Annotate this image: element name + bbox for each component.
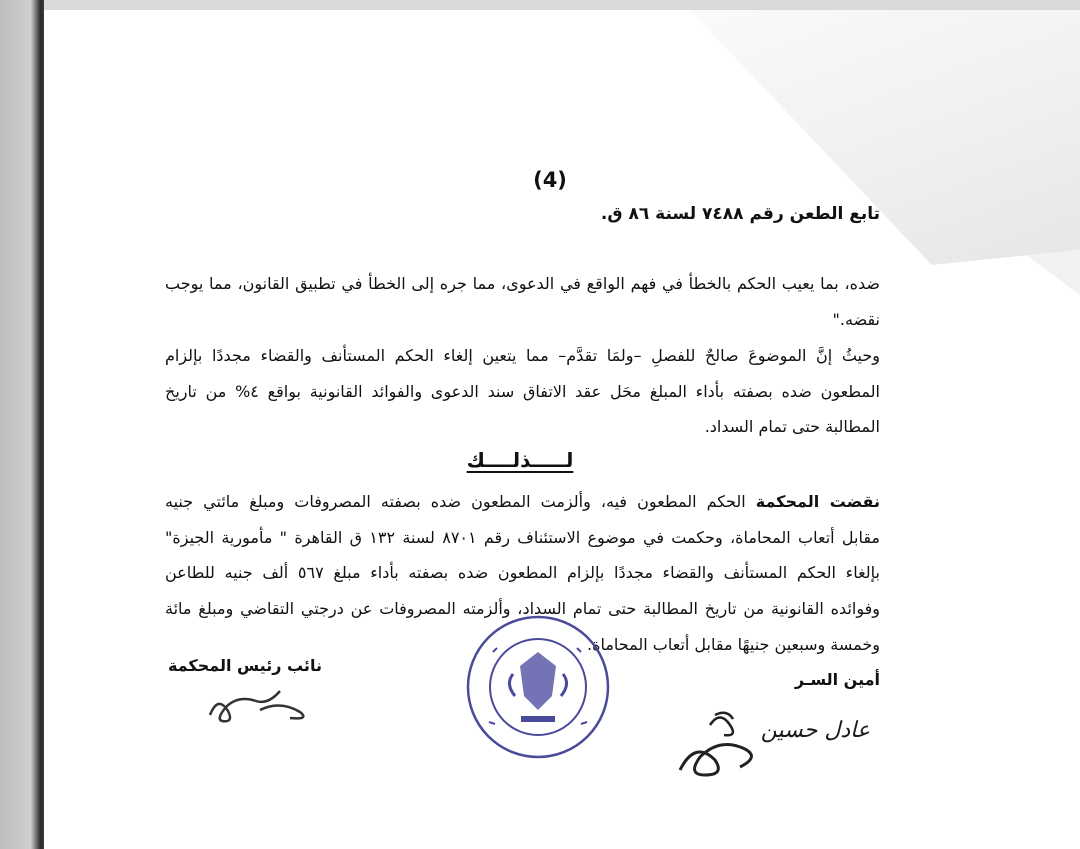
page-number: (4) <box>533 168 567 192</box>
ruling-line-5: وخمسة وسبعين جنيهًا مقابل أتعاب المحاماة. <box>587 635 880 654</box>
vice-president-label: نائب رئيس المحكمة <box>168 656 322 675</box>
court-seal-icon <box>463 612 613 762</box>
vice-president-signature-icon <box>200 680 330 740</box>
ruling-line-4: وفوائده القانونية من تاريخ المطالبة حتى تمام السداد، وألزمته المصروفات عن درجتي التقاضي ومبلغ مائة <box>165 599 880 618</box>
paragraph-2-line-3: المطالبة حتى تمام السداد. <box>704 417 880 436</box>
secretary-signature-scribble-icon <box>670 695 780 795</box>
paragraph-2-line-1: وحيثُ إنَّ الموضوعَ صالحٌ للفصلِ –ولمَا تقدَّم– مما يتعين إلغاء الحكم المستأنف والقضاء مجددًا بإلزام <box>165 346 880 365</box>
scan-binding-edge <box>0 0 44 849</box>
paragraph-1-line-1: ضده، بما يعيب الحكم بالخطأ في فهم الواقع في الدعوى، مما جره إلى الخطأ في تطبيق القانون، مما يوجب <box>165 274 880 293</box>
paragraph-1-line-2: نقضه." <box>832 310 880 329</box>
ruling-line-1 <box>165 490 880 514</box>
ruling-line-2: مقابل أتعاب المحاماة، وحكمت في موضوع الاستئناف رقم ٨٧٠١ لسنة ١٣٢ ق القاهرة " مأمورية الجيزة" <box>165 528 880 547</box>
section-heading: لـــــذلــــك <box>466 448 574 472</box>
paragraph-2-line-2: المطعون ضده بصفته بأداء المبلغ محَل عقد الاتفاق سند الدعوى والفوائد القانونية بواقع ٤% من تاريخ <box>165 382 880 401</box>
ruling-lead: نقضت المحكمة <box>755 492 880 511</box>
secretary-signature: عادل حسين <box>760 718 870 743</box>
appeal-reference: تابع الطعن رقم ٧٤٨٨ لسنة ٨٦ ق. <box>600 204 880 224</box>
secretary-label: أمين السـر <box>794 670 880 689</box>
ruling-line-3: بإلغاء الحكم المستأنف والقضاء مجددًا بإلزام المطعون ضده بصفته بأداء مبلغ ٥٦٧ ألف جنيه للطاعن <box>165 563 880 582</box>
ruling-line-1-text: الحكم المطعون فيه، وألزمت المطعون ضده بصفته المصروفات ومبلغ مائتي جنيه <box>165 492 746 511</box>
document-body <box>160 0 880 849</box>
